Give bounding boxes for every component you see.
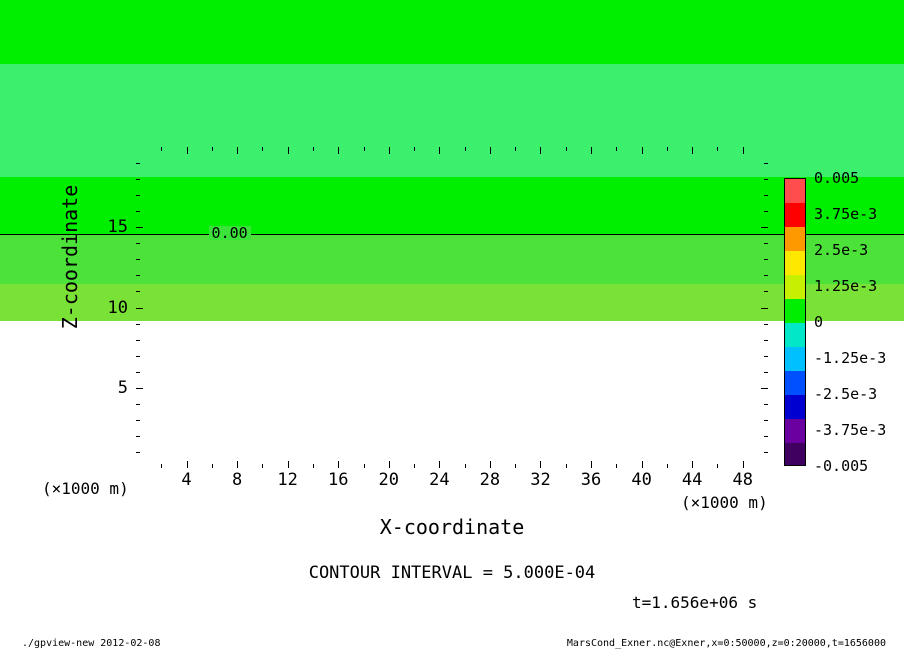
x-axis-minor-tick: [667, 147, 668, 151]
x-axis-tick: [642, 461, 643, 468]
x-axis-minor-tick: [667, 464, 668, 468]
x-axis-tick: [288, 461, 289, 468]
y-axis-minor-tick: [764, 275, 768, 276]
x-axis-minor-tick: [717, 147, 718, 151]
x-axis-tick-label: 28: [479, 470, 501, 490]
x-axis-minor-tick: [616, 464, 617, 468]
colorbar-label: 1.25e-3: [814, 277, 878, 295]
y-axis-minor-tick: [136, 243, 140, 244]
y-axis-minor-tick: [136, 163, 140, 164]
contour-band: [0, 234, 632, 284]
colorbar-label: 3.75e-3: [814, 205, 878, 223]
y-axis-minor-tick: [136, 356, 140, 357]
x-axis-tick-label: 4: [181, 470, 192, 490]
colorbar-cell: [785, 443, 805, 466]
x-axis-tick-label: 32: [530, 470, 551, 490]
x-unit-left: (×1000 m): [42, 479, 129, 498]
x-axis-tick: [288, 147, 289, 154]
x-axis-minor-tick: [566, 147, 567, 151]
y-axis-tick-label: 10: [107, 297, 128, 318]
y-axis-minor-tick: [764, 243, 768, 244]
colorbar: [784, 178, 806, 466]
x-axis-tick: [692, 461, 693, 468]
y-axis-minor-tick: [136, 372, 140, 373]
y-axis-tick: [761, 308, 768, 309]
y-axis-tick: [761, 388, 768, 389]
y-axis-minor-tick: [764, 195, 768, 196]
x-axis-tick: [540, 147, 541, 154]
y-axis-tick-label: 5: [117, 377, 128, 398]
x-axis-tick-label: 48: [732, 470, 753, 490]
x-axis-tick: [389, 461, 390, 468]
y-axis-tick: [136, 227, 143, 228]
y-axis-minor-tick: [764, 259, 768, 260]
y-axis-minor-tick: [764, 324, 768, 325]
x-axis-minor-tick: [515, 464, 516, 468]
footer-left: ./gpview-new 2012-02-08: [22, 638, 161, 649]
x-axis-tick: [338, 147, 339, 154]
plot-area: [0, 0, 632, 321]
y-axis-tick: [136, 388, 143, 389]
y-axis-minor-tick: [136, 436, 140, 437]
y-axis-minor-tick: [764, 436, 768, 437]
y-axis-tick-label: 15: [107, 217, 128, 238]
x-axis-tick: [692, 147, 693, 154]
y-axis-minor-tick: [136, 195, 140, 196]
y-axis-minor-tick: [764, 291, 768, 292]
x-axis-minor-tick: [212, 464, 213, 468]
x-axis-tick: [187, 461, 188, 468]
x-axis-tick: [743, 461, 744, 468]
contour-line-label: 0.00: [209, 226, 251, 240]
y-axis-minor-tick: [136, 259, 140, 260]
x-axis-tick: [237, 147, 238, 154]
x-axis-tick: [439, 147, 440, 154]
x-axis-tick-label: 8: [231, 470, 243, 490]
x-axis-tick: [490, 147, 491, 154]
y-axis-minor-tick: [136, 275, 140, 276]
x-axis-tick-label: 44: [681, 470, 703, 490]
contour-band: [0, 0, 632, 64]
y-axis-label: Z-coordinate: [58, 184, 82, 330]
colorbar-cell: [785, 419, 805, 443]
x-axis-minor-tick: [364, 464, 365, 468]
x-axis-minor-tick: [161, 464, 162, 468]
y-axis-minor-tick: [136, 420, 140, 421]
x-axis-minor-tick: [313, 147, 314, 151]
x-axis-tick: [591, 461, 592, 468]
x-axis-minor-tick: [616, 147, 617, 151]
colorbar-label: 0.005: [814, 169, 860, 187]
colorbar-cell: [785, 395, 805, 419]
x-axis-minor-tick: [313, 464, 314, 468]
x-axis-minor-tick: [262, 147, 263, 151]
colorbar-cell: [785, 371, 805, 395]
x-axis-tick: [591, 147, 592, 154]
footer-right: MarsCond_Exner.nc@Exner,x=0:50000,z=0:20000,t=1656000: [566, 638, 886, 649]
y-axis-minor-tick: [136, 340, 140, 341]
colorbar-cell: [785, 299, 805, 323]
y-axis-minor-tick: [764, 340, 768, 341]
x-axis-tick-label: 24: [429, 470, 450, 490]
x-axis-minor-tick: [465, 464, 466, 468]
colorbar-label: -1.25e-3: [814, 349, 887, 367]
y-axis-minor-tick: [764, 211, 768, 212]
x-axis-tick: [389, 147, 390, 154]
x-axis-tick-label: 12: [277, 470, 298, 490]
x-axis-minor-tick: [262, 464, 263, 468]
y-axis-minor-tick: [764, 372, 768, 373]
x-axis-minor-tick: [515, 147, 516, 151]
colorbar-cell: [785, 323, 805, 347]
colorbar-label: -3.75e-3: [814, 421, 887, 439]
x-axis-label: X-coordinate: [379, 515, 525, 539]
x-axis-tick-label: 36: [580, 470, 602, 490]
x-axis-tick: [642, 147, 643, 154]
x-unit-right: (×1000 m): [681, 493, 768, 512]
x-axis-tick: [490, 461, 491, 468]
x-axis-tick: [237, 461, 238, 468]
x-axis-minor-tick: [414, 464, 415, 468]
x-axis-minor-tick: [465, 147, 466, 151]
y-axis-minor-tick: [764, 452, 768, 453]
y-axis-minor-tick: [764, 179, 768, 180]
colorbar-label: -2.5e-3: [814, 385, 878, 403]
x-axis-minor-tick: [212, 147, 213, 151]
y-axis-minor-tick: [136, 179, 140, 180]
x-axis-minor-tick: [161, 147, 162, 151]
x-axis-minor-tick: [364, 147, 365, 151]
colorbar-cell: [785, 347, 805, 371]
y-axis-minor-tick: [764, 356, 768, 357]
y-axis-minor-tick: [136, 291, 140, 292]
colorbar-cell: [785, 251, 805, 275]
colorbar-cell: [785, 179, 805, 203]
contour-interval-text: CONTOUR INTERVAL = 5.000E-04: [308, 563, 596, 583]
y-axis-minor-tick: [764, 404, 768, 405]
y-axis-minor-tick: [136, 211, 140, 212]
x-axis-tick: [540, 461, 541, 468]
contour-band: [0, 64, 632, 176]
y-axis-minor-tick: [136, 404, 140, 405]
x-axis-tick: [439, 461, 440, 468]
colorbar-cell: [785, 227, 805, 251]
y-axis-minor-tick: [136, 452, 140, 453]
colorbar-cell: [785, 275, 805, 299]
y-axis-tick: [761, 227, 768, 228]
y-axis-tick: [136, 308, 143, 309]
y-axis-minor-tick: [764, 420, 768, 421]
colorbar-label: 0: [814, 313, 824, 331]
time-label: t=1.656e+06 s: [632, 593, 758, 612]
colorbar-cell: [785, 203, 805, 227]
x-axis-minor-tick: [414, 147, 415, 151]
x-axis-tick: [338, 461, 339, 468]
x-axis-tick: [187, 147, 188, 154]
x-axis-tick-label: 40: [631, 470, 652, 490]
x-axis-tick: [743, 147, 744, 154]
y-axis-minor-tick: [136, 324, 140, 325]
x-axis-tick-label: 20: [378, 470, 400, 490]
x-axis-minor-tick: [566, 464, 567, 468]
x-axis-minor-tick: [717, 464, 718, 468]
y-axis-minor-tick: [764, 163, 768, 164]
colorbar-label: 2.5e-3: [814, 241, 869, 259]
x-axis-tick-label: 16: [327, 470, 349, 490]
colorbar-label: -0.005: [814, 457, 869, 475]
